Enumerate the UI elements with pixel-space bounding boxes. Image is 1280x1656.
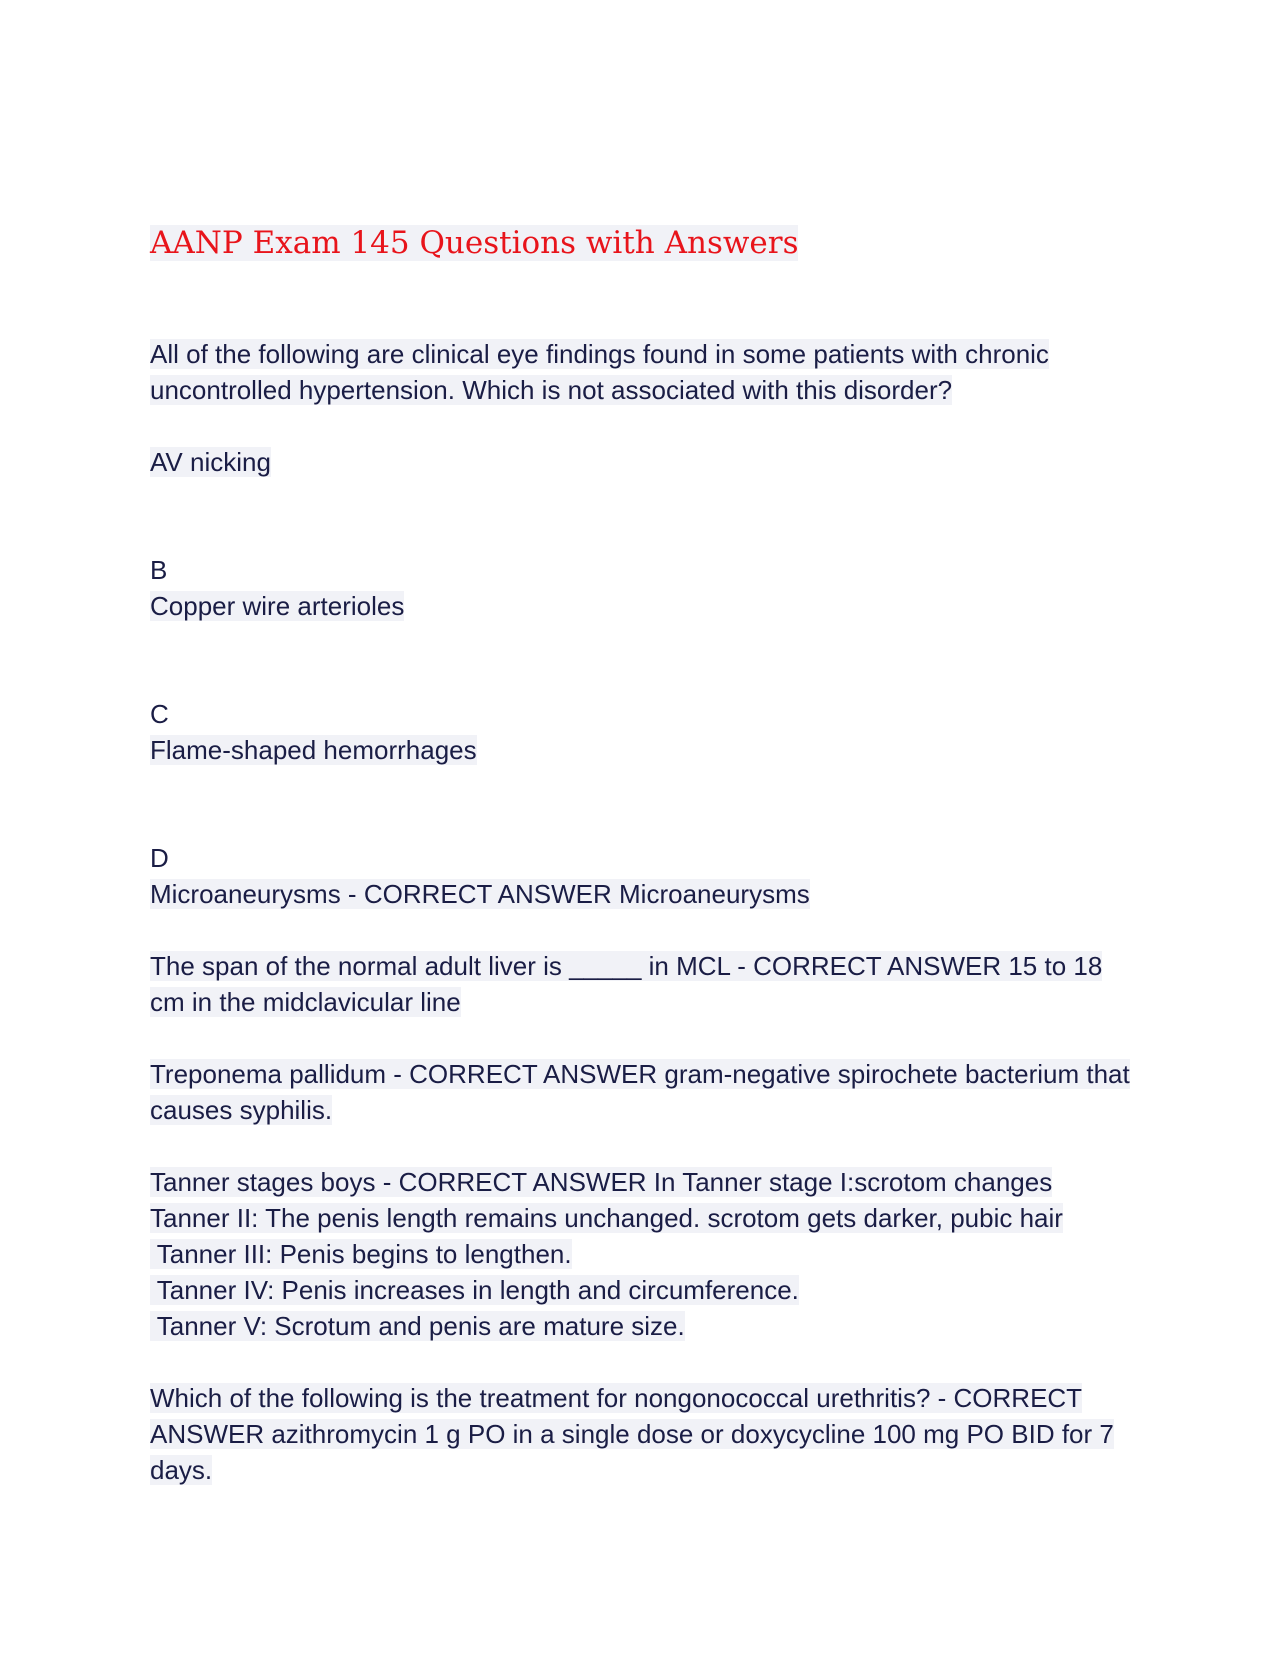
treponema-text: Treponema pallidum - CORRECT ANSWER gram-negative spirochete bacterium that causes syphilis. <box>150 1059 1130 1125</box>
question-ngu-treatment <box>150 1380 1130 1488</box>
option-d-letter: D <box>150 843 169 873</box>
option-d <box>150 840 1130 912</box>
liver-span-text: The span of the normal adult liver is _____ in MCL - CORRECT ANSWER 15 to 18 cm in the midclavicular line <box>150 951 1103 1017</box>
option-b <box>150 552 1130 624</box>
tanner-line-2: Tanner II: The penis length remains unchanged. scrotom gets darker, pubic hair <box>150 1203 1063 1233</box>
document-title <box>150 220 1130 266</box>
ngu-treatment-text: Which of the following is the treatment for nongonococcal urethritis? - CORRECT ANSWER azithromycin 1 g PO in a single dose or doxycycline 100 mg PO BID for 7 days. <box>150 1383 1114 1485</box>
question-liver-span <box>150 948 1130 1020</box>
question-text: All of the following are clinical eye findings found in some patients with chronic uncontrolled hypertension. Which is not associated with this disorder? <box>150 339 1049 405</box>
option-c-letter: C <box>150 699 169 729</box>
tanner-line-3: Tanner III: Penis begins to lengthen. <box>150 1239 572 1269</box>
spacer <box>150 408 1130 444</box>
spacer <box>150 1020 1130 1056</box>
option-b-text: Copper wire arterioles <box>150 591 405 621</box>
option-c <box>150 696 1130 768</box>
question-treponema <box>150 1056 1130 1128</box>
question-hypertension-eye <box>150 336 1130 408</box>
question-tanner-stages <box>150 1164 1130 1344</box>
spacer <box>150 480 1130 552</box>
document-content <box>150 220 1130 1488</box>
option-b-letter: B <box>150 555 168 585</box>
spacer <box>150 912 1130 948</box>
option-d-text: Microaneurysms - CORRECT ANSWER Microaneurysms <box>150 879 810 909</box>
spacer <box>150 1344 1130 1380</box>
tanner-line-4: Tanner IV: Penis increases in length and circumference. <box>150 1275 799 1305</box>
document-title-text: AANP Exam 145 Questions with Answers <box>150 225 799 261</box>
option-c-text: Flame-shaped hemorrhages <box>150 735 477 765</box>
spacer <box>150 624 1130 696</box>
tanner-line-5: Tanner V: Scrotum and penis are mature size. <box>150 1311 685 1341</box>
tanner-line-1: Tanner stages boys - CORRECT ANSWER In Tanner stage I:scrotom changes <box>150 1167 1053 1197</box>
spacer <box>150 1128 1130 1164</box>
option-a-text: AV nicking <box>150 447 271 477</box>
spacer <box>150 768 1130 840</box>
option-a <box>150 444 1130 480</box>
